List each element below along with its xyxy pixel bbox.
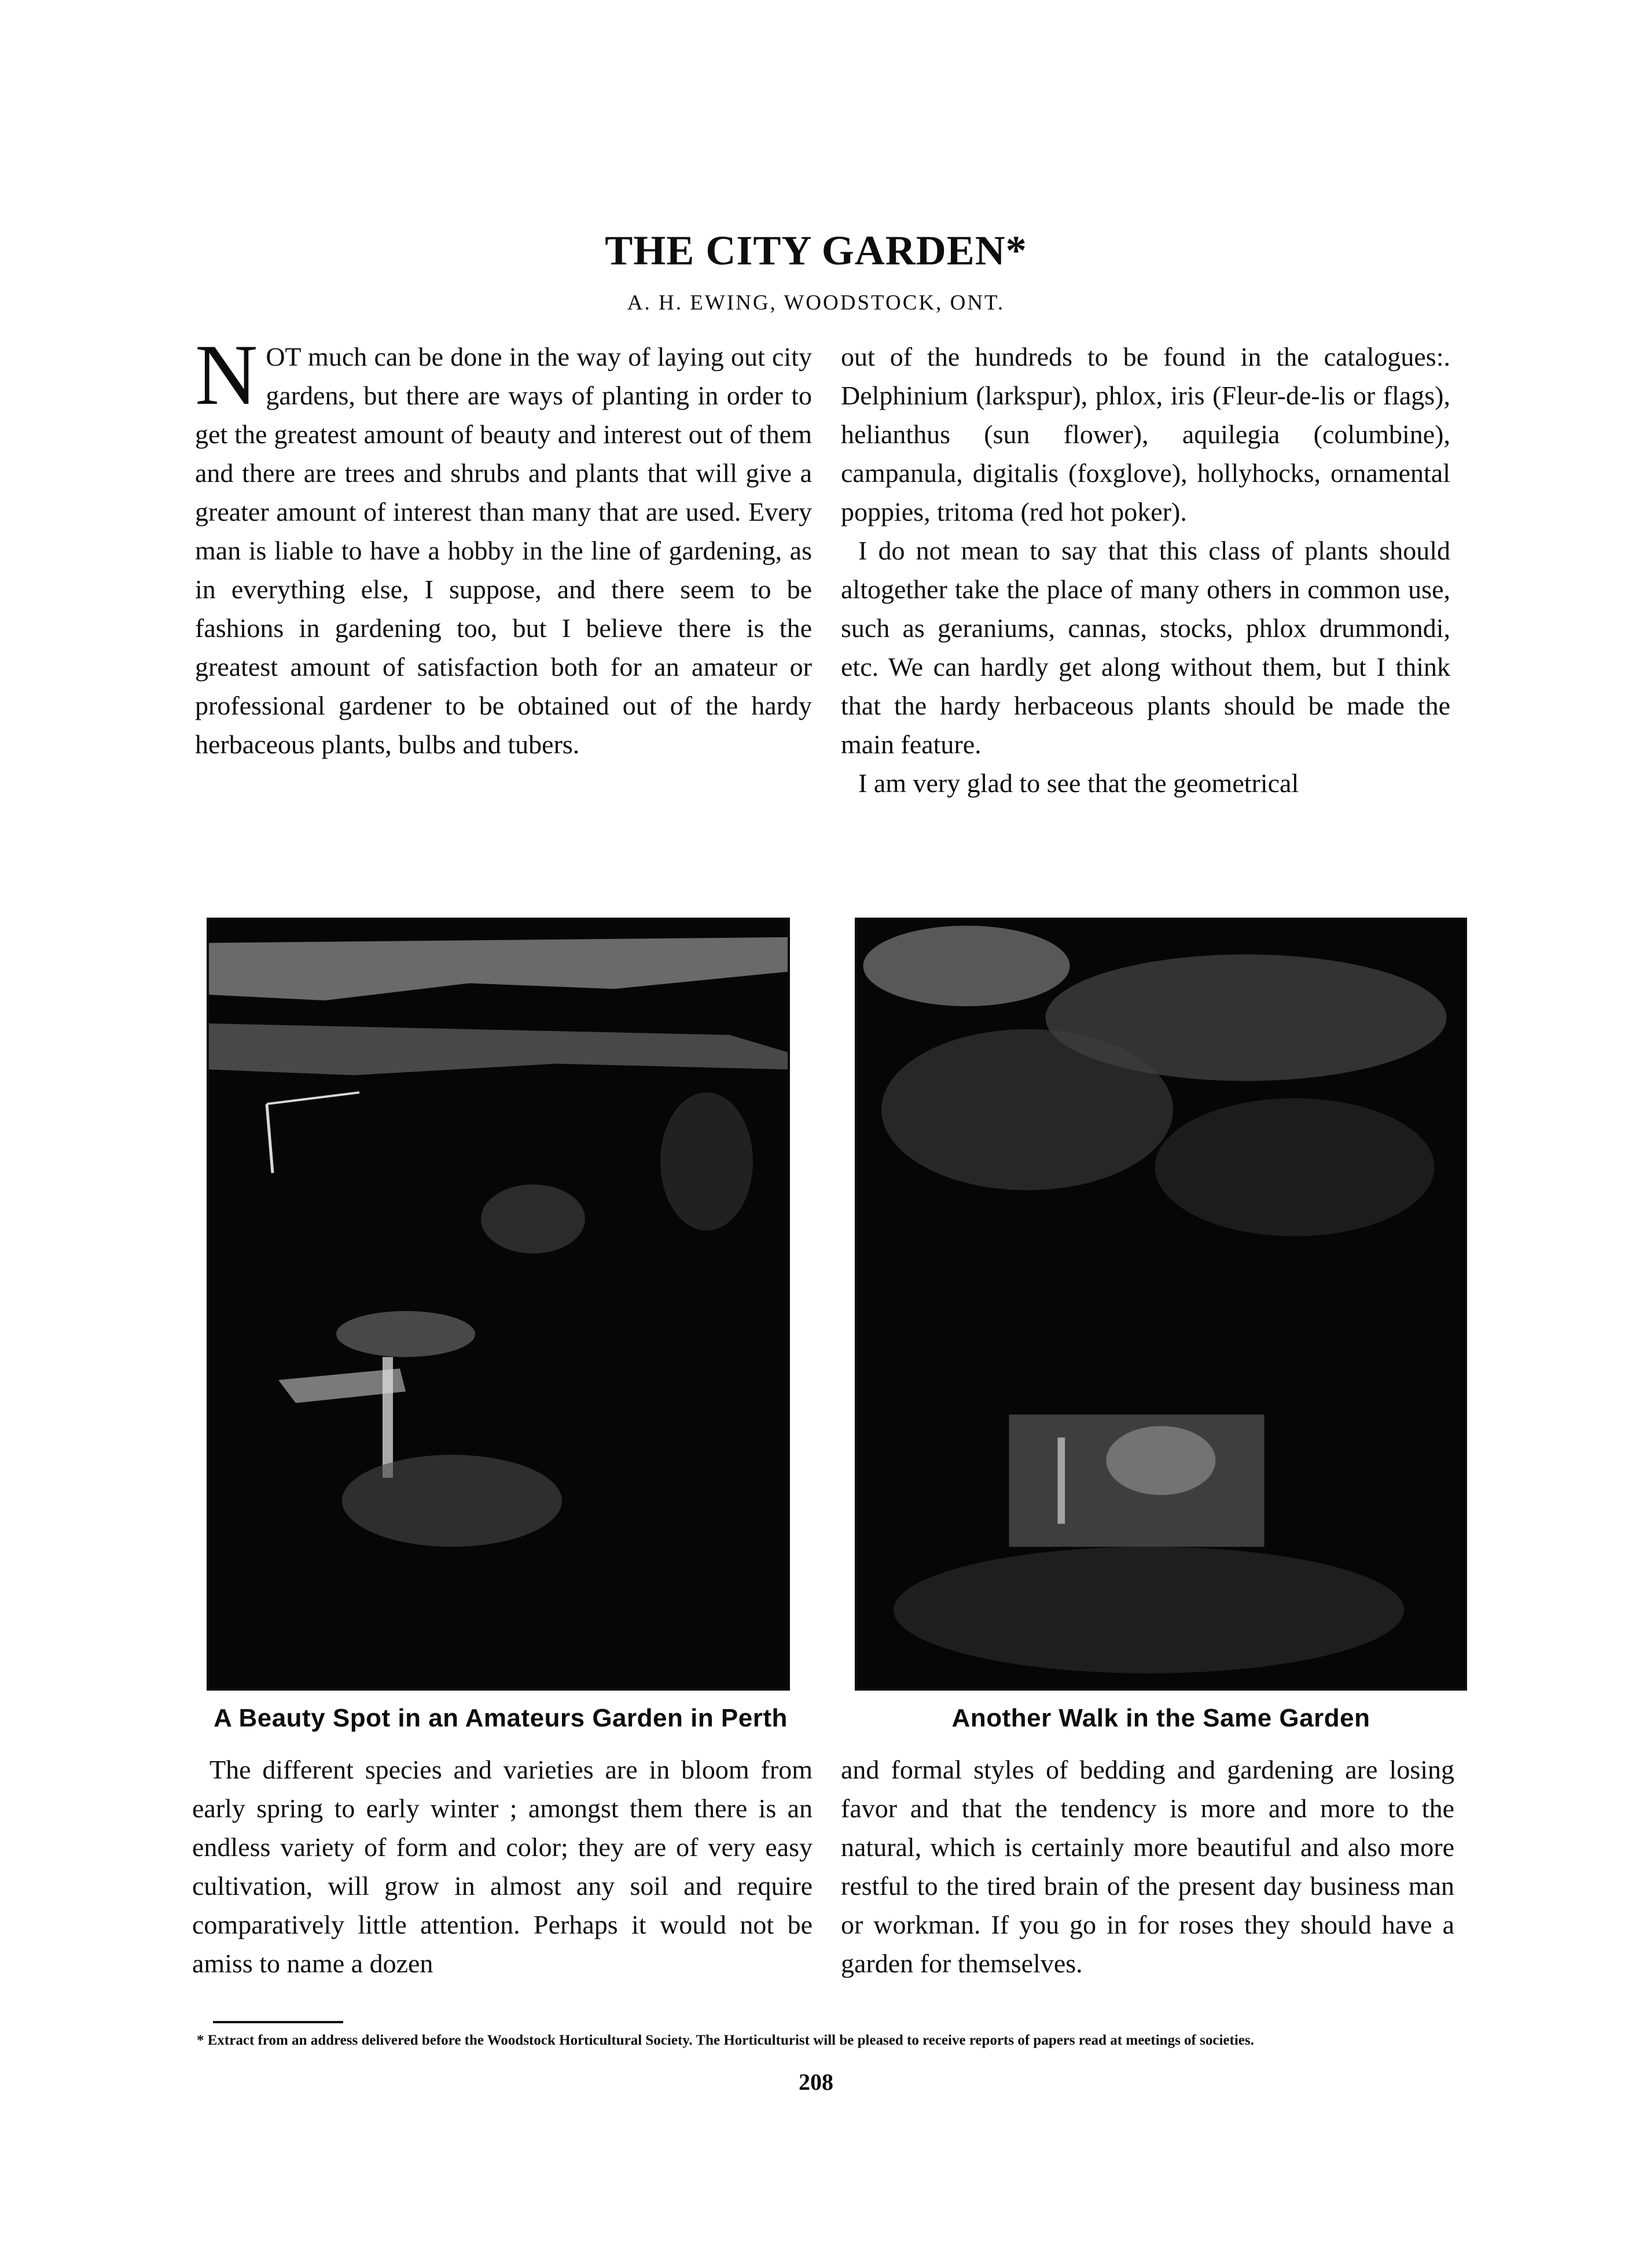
paragraph: The different species and varieties are in bloom from early spring to early winter ; amongst them there is an endless variety of form and color; they are of very easy cultivation, will grow in almost any soil and require comparatively little attention. Perhaps it would not be amiss to name a dozen (192, 1755, 813, 1978)
column-left-bottom (192, 1750, 813, 1983)
column-right-bottom (841, 1750, 1454, 1983)
garden-photo-perth (207, 918, 790, 1691)
column-left-top (195, 327, 812, 764)
paragraph: and formal styles of bedding and gardening are losing favor and that the tendency is more and more to the natural, which is certainly more beautiful and also more restful to the tired brain of the present day business man or workman. If you go in for roses they should have a garden for themselves. (841, 1755, 1454, 1978)
footnote-rule (213, 2021, 343, 2023)
paragraph-text: OT much can be done in the way of laying out city gardens, but there are ways of planting in order to get the greatest amount of beauty and interest out of them and there are trees and shrubs and plants that will give a greater amount of interest than many that are used. Every man is liable to have a hobby in the line of gardening, as in everything else, I suppose, and there seem to be fashions in gardening too, but I believe there is the greatest amount of satisfaction both for an amateur or professional gardener to be obtained out of the hardy herbaceous plants, bulbs and tubers. (195, 342, 812, 759)
drop-cap: N (195, 327, 258, 423)
footnote: * Extract from an address delivered before the Woodstock Horticultural Society. The Horticulturist will be pleased to receive reports of papers read at meetings of societies. (197, 2033, 1254, 2048)
column-right-top (841, 337, 1450, 802)
paragraph: I do not mean to say that this class of plants should altogether take the place of many others in common use, such as geraniums, cannas, stocks, phlox drummondi, etc. We can hardly get along without them, but I think that the hardy herbaceous plants should be made the main feature. (841, 536, 1450, 759)
paragraph: I am very glad to see that the geometrical (858, 768, 1299, 798)
figure-caption-1: A Beauty Spot in an Amateurs Garden in Perth (214, 1704, 788, 1732)
garden-walk-image (857, 920, 1465, 1688)
page-number: 208 (799, 2069, 833, 2095)
paragraph (195, 327, 812, 764)
garden-photo-image (209, 920, 788, 1688)
paragraph: out of the hundreds to be found in the catalogues:. Delphinium (larkspur), phlox, iris (Fleur-de-lis or flags), helianthus (sun flower), aquilegia (columbine), campanula, digitalis (foxglove), hollyhocks, ornamental poppies, tritoma (red hot poker). (841, 342, 1450, 526)
figure-caption-2: Another Walk in the Same Garden (951, 1704, 1370, 1732)
article-title: THE CITY GARDEN* (605, 227, 1027, 274)
garden-walk-photo (855, 918, 1467, 1691)
article-byline: A. H. EWING, WOODSTOCK, ONT. (627, 291, 1005, 315)
